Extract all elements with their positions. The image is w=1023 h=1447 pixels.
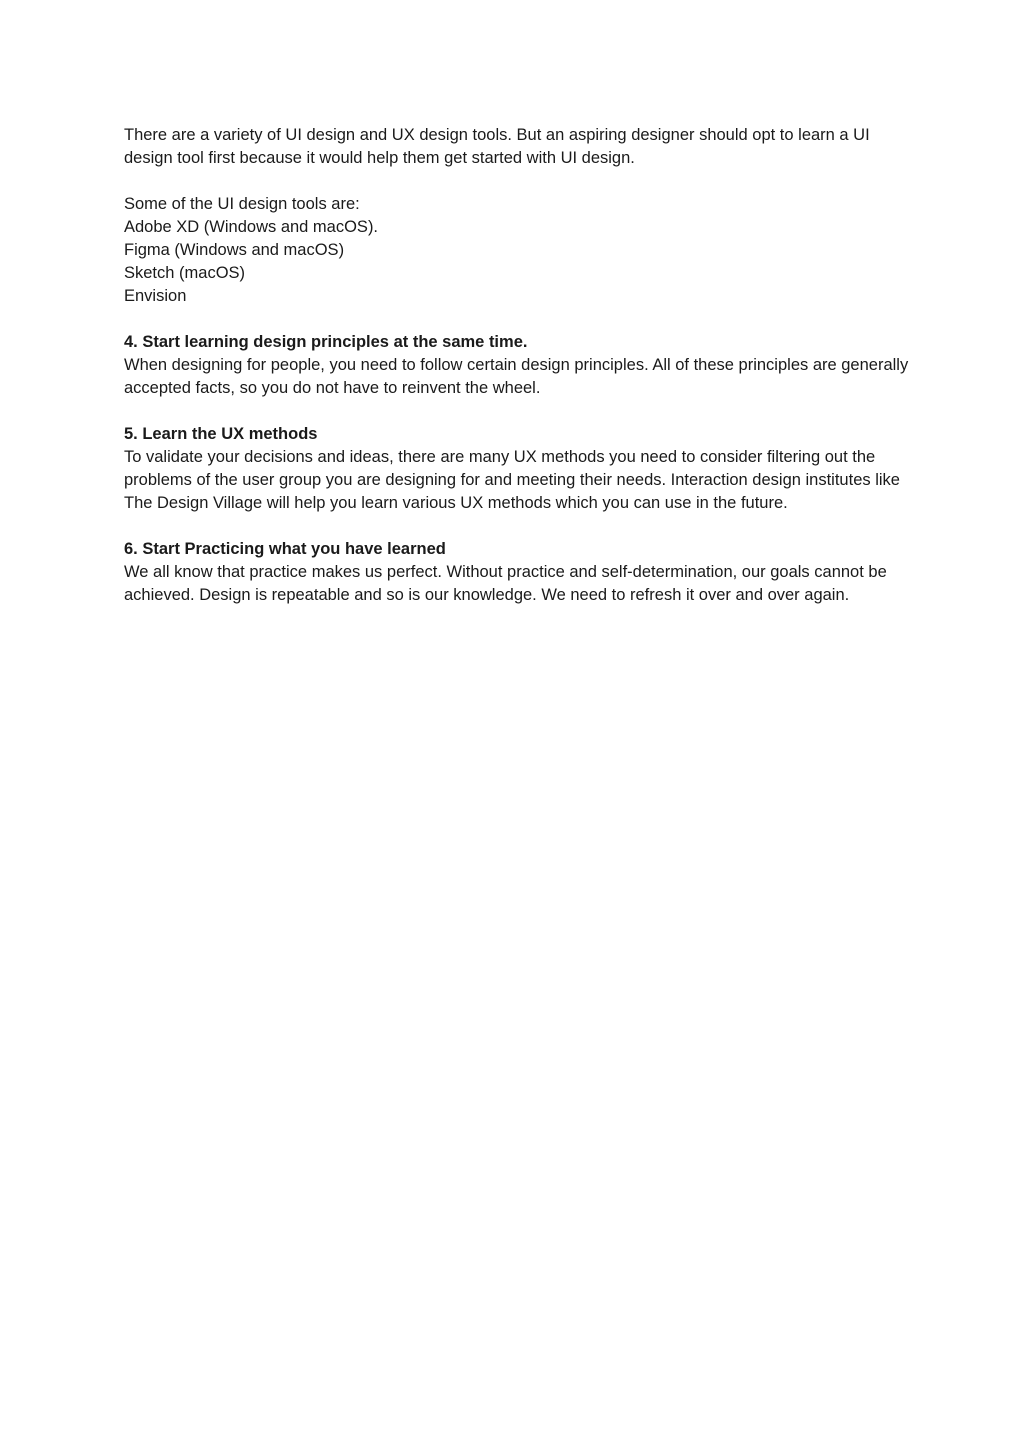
section-body: To validate your decisions and ideas, there are many UX methods you need to consider filtering out the problems of the user group you are designing for and meeting their needs. Interaction design institutes like The Design Village will help you learn various UX methods which you can use in the future. [124, 448, 900, 512]
tool-item: Adobe XD (Windows and macOS). [124, 218, 379, 236]
section-ux-methods [124, 423, 914, 515]
intro-paragraph: There are a variety of UI design and UX design tools. But an aspiring designer should opt to learn a UI design tool first because it would help them get started with UI design. [124, 126, 870, 167]
tool-item: Sketch (macOS) [124, 264, 246, 282]
section-heading: 5. Learn the UX methods [124, 425, 318, 443]
section-body: We all know that practice makes us perfect. Without practice and self-determination, our goals cannot be achieved. Design is repeatable and so is our knowledge. We need to refresh it over and over again. [124, 563, 887, 604]
document-page [124, 124, 914, 630]
tool-item: Figma (Windows and macOS) [124, 241, 345, 259]
section-practicing [124, 538, 914, 607]
section-heading: 6. Start Practicing what you have learned [124, 540, 446, 558]
tools-lead: Some of the UI design tools are: [124, 195, 360, 213]
section-body: When designing for people, you need to follow certain design principles. All of these principles are generally accepted facts, so you do not have to reinvent the wheel. [124, 356, 909, 397]
section-heading: 4. Start learning design principles at the same time. [124, 333, 528, 351]
tool-item: Envision [124, 287, 187, 305]
tools-list [124, 193, 914, 308]
section-design-principles [124, 331, 914, 400]
